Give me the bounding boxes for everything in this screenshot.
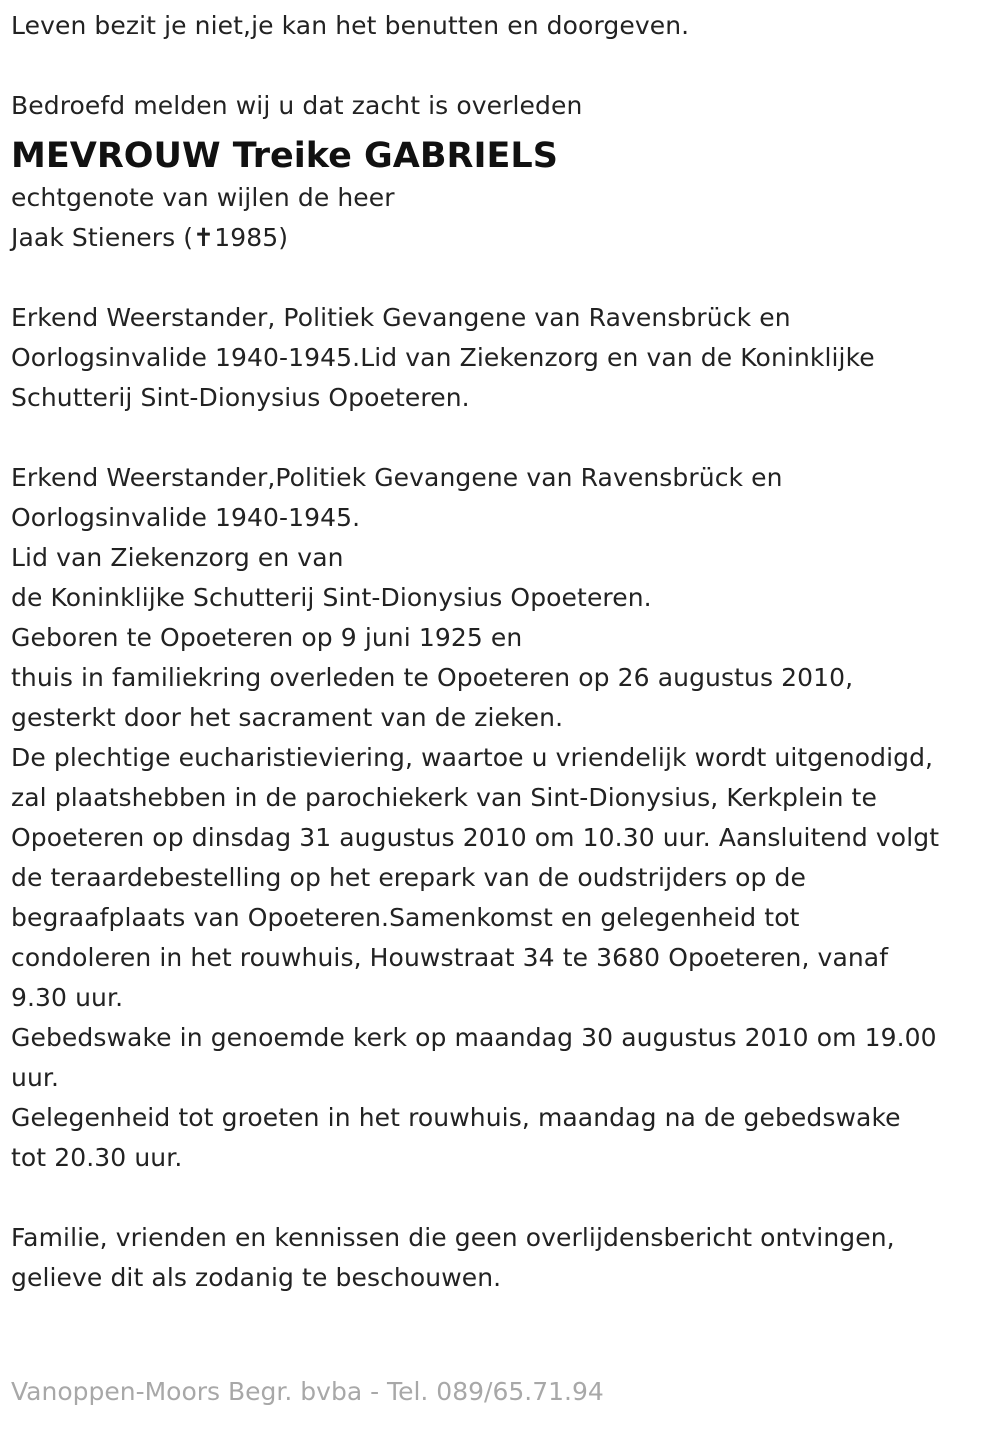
details-line: de teraardebestelling op het erepark van de oudstrijders op de	[11, 863, 806, 892]
announcement-text: Bedroefd melden wij u dat zacht is overleden	[11, 91, 583, 120]
details-line: Lid van Ziekenzorg en van	[11, 543, 344, 572]
details-line: gesterkt door het sacrament van de zieken.	[11, 703, 564, 732]
details-line: de Koninklijke Schutterij Sint-Dionysius Opoeteren.	[11, 583, 652, 612]
closing-paragraph	[11, 1218, 996, 1298]
obituary-notice	[11, 6, 996, 1298]
details-line: Gebedswake in genoemde kerk op maandag 30 augustus 2010 om 19.00	[11, 1023, 937, 1052]
bio-line: Schutterij Sint-Dionysius Opoeteren.	[11, 383, 470, 412]
details-line: condoleren in het rouwhuis, Houwstraat 34 te 3680 Opoeteren, vanaf	[11, 943, 889, 972]
spouse-line: echtgenote van wijlen de heer	[11, 183, 395, 212]
spouse-name-line: Jaak Stieners (✝1985)	[11, 223, 289, 252]
spacer	[11, 258, 996, 298]
closing-line: gelieve dit als zodanig te beschouwen.	[11, 1263, 502, 1292]
details-line: Erkend Weerstander,Politiek Gevangene van Ravensbrück en	[11, 463, 783, 492]
details-paragraph	[11, 458, 996, 1178]
details-line: uur.	[11, 1063, 60, 1092]
details-line: tot 20.30 uur.	[11, 1143, 183, 1172]
closing-line: Familie, vrienden en kennissen die geen overlijdensbericht ontvingen,	[11, 1223, 895, 1252]
details-line: Gelegenheid tot groeten in het rouwhuis, maandag na de gebedswake	[11, 1103, 901, 1132]
details-line: zal plaatshebben in de parochiekerk van Sint-Dionysius, Kerkplein te	[11, 783, 877, 812]
details-line: 9.30 uur.	[11, 983, 124, 1012]
details-line: Geboren te Opoeteren op 9 juni 1925 en	[11, 623, 523, 652]
intro-quote: Leven bezit je niet,je kan het benutten en doorgeven.	[11, 11, 690, 40]
bio-line: Erkend Weerstander, Politiek Gevangene van Ravensbrück en	[11, 303, 791, 332]
bio-line: Oorlogsinvalide 1940-1945.Lid van Ziekenzorg en van de Koninklijke	[11, 343, 875, 372]
funeral-director-footer: Vanoppen-Moors Begr. bvba - Tel. 089/65.71.94	[11, 1377, 604, 1406]
bio-short-paragraph	[11, 298, 996, 418]
details-line: Opoeteren op dinsdag 31 augustus 2010 om 10.30 uur. Aansluitend volgt	[11, 823, 940, 852]
details-line: thuis in familiekring overleden te Opoeteren op 26 augustus 2010,	[11, 663, 854, 692]
spacer	[11, 418, 996, 458]
details-line: Oorlogsinvalide 1940-1945.	[11, 503, 361, 532]
details-line: De plechtige eucharistieviering, waartoe u vriendelijk wordt uitgenodigd,	[11, 743, 934, 772]
details-line: begraafplaats van Opoeteren.Samenkomst en gelegenheid tot	[11, 903, 800, 932]
spacer	[11, 1178, 996, 1218]
spacer	[11, 46, 996, 86]
deceased-name: MEVROUW Treike GABRIELS	[11, 136, 558, 176]
